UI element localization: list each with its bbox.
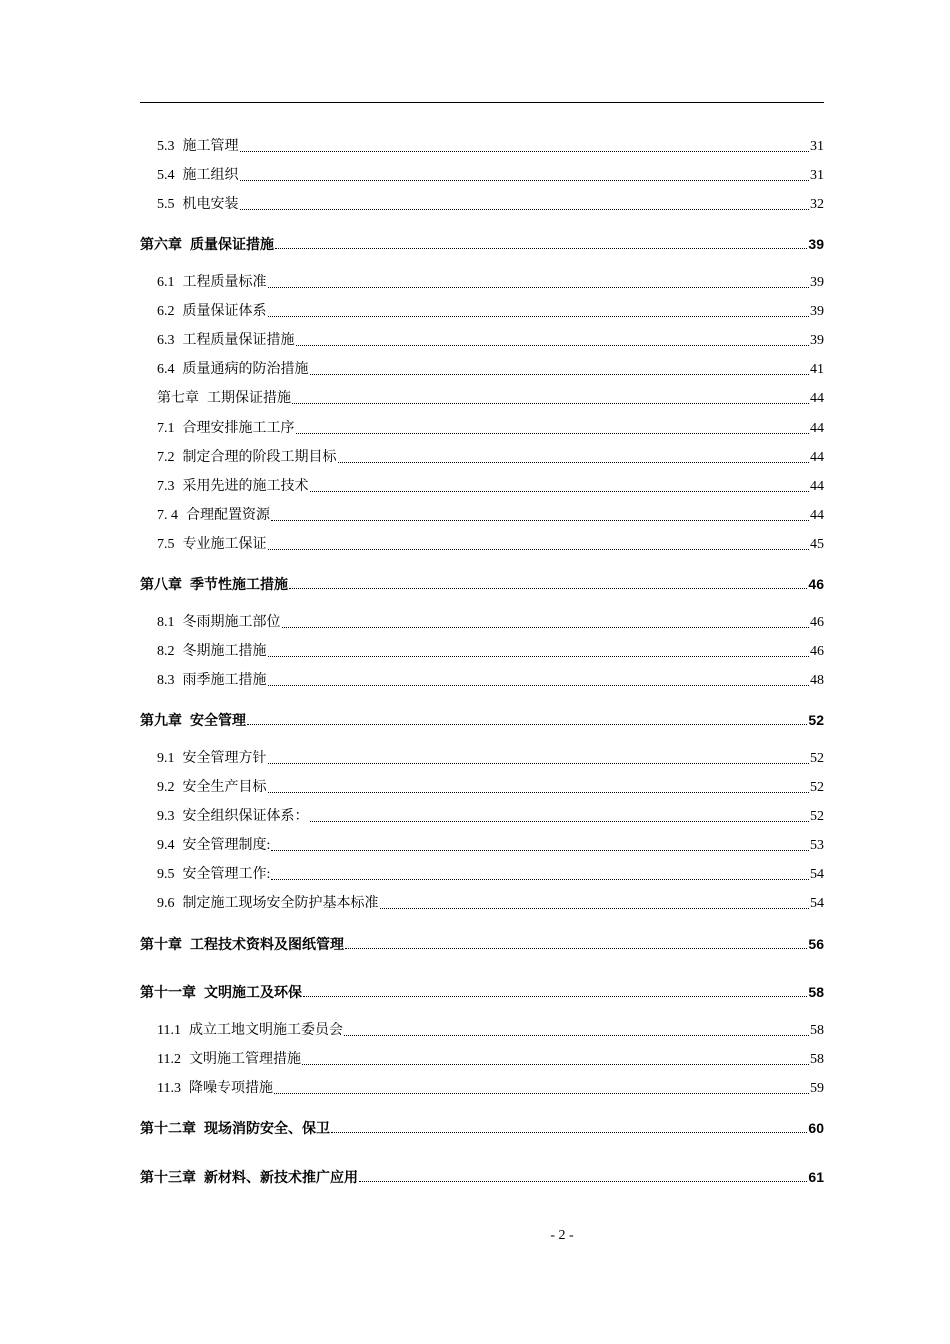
toc-section-entry[interactable] <box>157 476 824 496</box>
toc-dot-leader <box>268 316 810 317</box>
toc-section-entry[interactable] <box>157 447 824 467</box>
toc-entry-page-number: 58 <box>808 984 824 1000</box>
toc-entry-title: 施工管理 <box>182 139 239 154</box>
toc-entry-number: 第十三章 <box>140 1169 196 1185</box>
toc-entry-title: 安全管理 <box>190 712 246 728</box>
toc-section-entry[interactable] <box>157 194 824 214</box>
toc-entry-number: 第十章 <box>140 936 182 952</box>
toc-entry-title: 工期保证措施 <box>207 391 291 406</box>
toc-entry-number: 9.1 <box>157 751 175 766</box>
toc-entry-number: 第十一章 <box>140 984 196 1000</box>
toc-entry-page-number: 44 <box>810 391 824 406</box>
toc-entry-page-number: 54 <box>810 896 824 911</box>
toc-entry-title: 文明施工及环保 <box>204 984 302 1000</box>
toc-dot-leader <box>302 1064 809 1065</box>
toc-entry-title: 制定合理的阶段工期目标 <box>182 450 337 465</box>
toc-chapter-entry[interactable] <box>140 1166 824 1186</box>
toc-section-entry[interactable] <box>157 359 824 379</box>
toc-entry-title: 冬期施工措施 <box>182 644 267 659</box>
toc-dot-leader <box>274 1093 809 1094</box>
toc-entry-page-number: 61 <box>808 1169 824 1185</box>
toc-entry-title: 质量通病的防治措施 <box>182 362 309 377</box>
toc-section-entry[interactable] <box>157 1078 824 1098</box>
toc-entry-number: 8.2 <box>157 644 175 659</box>
toc-dot-leader <box>247 724 807 725</box>
toc-entry-number: 9.2 <box>157 780 175 795</box>
toc-entry-number: 7. 4 <box>157 508 178 523</box>
toc-entry-page-number: 59 <box>810 1081 824 1096</box>
toc-entry-title: 雨季施工措施 <box>182 673 267 688</box>
toc-entry-number: 第九章 <box>140 712 182 728</box>
toc-entry-number: 第六章 <box>140 236 182 252</box>
toc-entry-number: 9.5 <box>157 867 175 882</box>
toc-entry-number: 7.1 <box>157 421 175 436</box>
toc-dot-leader <box>240 151 810 152</box>
toc-entry-page-number: 39 <box>808 236 824 252</box>
toc-entry-page-number: 52 <box>808 712 824 728</box>
toc-entry-number: 6.1 <box>157 275 175 290</box>
toc-entry-title: 文明施工管理措施 <box>188 1052 301 1067</box>
toc-dot-leader <box>310 821 810 822</box>
toc-section-entry[interactable] <box>157 505 824 525</box>
toc-entry-number: 6.4 <box>157 362 175 377</box>
header-rule <box>140 102 824 103</box>
toc-entry-number: 9.4 <box>157 838 175 853</box>
toc-dot-leader <box>344 1035 809 1036</box>
toc-entry-title: 现场消防安全、保卫 <box>204 1120 330 1136</box>
toc-entry-title: 制定施工现场安全防护基本标准 <box>182 896 379 911</box>
toc-entry-title: 成立工地文明施工委员会 <box>188 1023 343 1038</box>
toc-dot-leader <box>380 908 810 909</box>
toc-section-entry[interactable] <box>157 670 824 690</box>
toc-dot-leader <box>282 627 810 628</box>
toc-entry-title: 安全管理制度: <box>182 838 271 853</box>
toc-entry-title: 安全组织保证体系： <box>182 809 309 824</box>
toc-dot-leader <box>268 287 810 288</box>
toc-section-entry[interactable] <box>157 835 824 855</box>
toc-entry-title: 安全生产目标 <box>182 780 267 795</box>
toc-entry-page-number: 39 <box>810 304 824 319</box>
toc-entry-page-number: 44 <box>810 508 824 523</box>
toc-entry-title: 质量保证体系 <box>182 304 267 319</box>
toc-entry-page-number: 46 <box>810 644 824 659</box>
toc-entry-number: 第七章 <box>157 391 199 406</box>
toc-dot-leader <box>359 1181 807 1182</box>
toc-chapter-entry[interactable] <box>140 573 824 593</box>
toc-entry-title: 工程质量标准 <box>182 275 267 290</box>
toc-entry-number: 7.2 <box>157 450 175 465</box>
toc-entry-number: 11.1 <box>157 1023 181 1038</box>
toc-dot-leader <box>271 850 809 851</box>
toc-entry-page-number: 39 <box>810 333 824 348</box>
toc-entry-number: 5.5 <box>157 197 175 212</box>
toc-entry-number: 第八章 <box>140 576 182 592</box>
toc-entry-number: 7.5 <box>157 537 175 552</box>
toc-entry-title: 新材料、新技术推广应用 <box>204 1169 358 1185</box>
toc-section-entry[interactable] <box>157 330 824 350</box>
toc-entry-title: 工程质量保证措施 <box>182 333 295 348</box>
toc-dot-leader <box>296 433 810 434</box>
toc-entry-title: 采用先进的施工技术 <box>182 479 309 494</box>
toc-section-entry[interactable] <box>157 388 824 408</box>
toc-chapter-entry[interactable] <box>140 981 824 1001</box>
toc-entry-number: 6.3 <box>157 333 175 348</box>
toc-section-entry[interactable] <box>157 864 824 884</box>
toc-chapter-entry[interactable] <box>140 709 824 729</box>
page-number: - 2 - <box>550 1228 574 1243</box>
toc-dot-leader <box>310 491 810 492</box>
toc-entry-page-number: 45 <box>810 537 824 552</box>
toc-entry-page-number: 44 <box>810 479 824 494</box>
toc-entry-number: 11.3 <box>157 1081 181 1096</box>
toc-entry-page-number: 41 <box>810 362 824 377</box>
toc-dot-leader <box>331 1132 807 1133</box>
toc-section-entry[interactable] <box>157 777 824 797</box>
toc-section-entry[interactable] <box>157 612 824 632</box>
toc-dot-leader <box>345 948 807 949</box>
toc-dot-leader <box>240 180 810 181</box>
toc-entry-page-number: 53 <box>810 838 824 853</box>
toc-dot-leader <box>268 685 810 686</box>
toc-entry-page-number: 52 <box>810 780 824 795</box>
toc-entry-page-number: 52 <box>810 809 824 824</box>
toc-section-entry[interactable] <box>157 534 824 554</box>
toc-entry-page-number: 60 <box>808 1120 824 1136</box>
toc-entry-title: 降噪专项措施 <box>188 1081 273 1096</box>
toc-dot-leader <box>289 588 807 589</box>
toc-dot-leader <box>271 879 809 880</box>
toc-entry-number: 5.4 <box>157 168 175 183</box>
toc-entry-page-number: 31 <box>810 139 824 154</box>
toc-dot-leader <box>275 248 807 249</box>
toc-section-entry[interactable] <box>157 748 824 768</box>
toc-section-entry[interactable] <box>157 1049 824 1069</box>
toc-entry-number: 6.2 <box>157 304 175 319</box>
toc-entry-page-number: 31 <box>810 168 824 183</box>
toc-entry-title: 合理安排施工工序 <box>182 421 295 436</box>
toc-entry-title: 工程技术资料及图纸管理 <box>190 936 344 952</box>
toc-dot-leader <box>268 549 810 550</box>
toc-chapter-entry[interactable] <box>140 933 824 953</box>
toc-section-entry[interactable] <box>157 1020 824 1040</box>
toc-dot-leader <box>268 792 810 793</box>
toc-dot-leader <box>296 345 810 346</box>
toc-entry-page-number: 46 <box>808 576 824 592</box>
toc-entry-title: 专业施工保证 <box>182 537 267 552</box>
toc-entry-page-number: 58 <box>810 1023 824 1038</box>
toc-entry-page-number: 52 <box>810 751 824 766</box>
toc-entry-number: 第十二章 <box>140 1120 196 1136</box>
toc-entry-number: 5.3 <box>157 139 175 154</box>
toc-dot-leader <box>240 209 810 210</box>
toc-dot-leader <box>271 520 809 521</box>
toc-dot-leader <box>268 763 810 764</box>
toc-section-entry[interactable] <box>157 136 824 156</box>
toc-entry-title: 安全管理工作: <box>182 867 271 882</box>
toc-entry-number: 11.2 <box>157 1052 181 1067</box>
toc-section-entry[interactable] <box>157 418 824 438</box>
toc-entry-title: 安全管理方针 <box>182 751 267 766</box>
toc-entry-title: 合理配置资源 <box>186 508 270 523</box>
toc-entry-number: 7.3 <box>157 479 175 494</box>
toc-entry-page-number: 39 <box>810 275 824 290</box>
toc-entry-page-number: 56 <box>808 936 824 952</box>
toc-section-entry[interactable] <box>157 301 824 321</box>
toc-entry-title: 机电安装 <box>182 197 239 212</box>
toc-entry-page-number: 48 <box>810 673 824 688</box>
toc-entry-number: 9.6 <box>157 896 175 911</box>
toc-entry-number: 9.3 <box>157 809 175 824</box>
toc-entry-title: 季节性施工措施 <box>190 576 288 592</box>
toc-entry-page-number: 46 <box>810 615 824 630</box>
toc-chapter-entry[interactable] <box>140 1117 824 1137</box>
toc-entry-number: 8.1 <box>157 615 175 630</box>
toc-entry-title: 施工组织 <box>182 168 239 183</box>
toc-dot-leader <box>338 462 810 463</box>
toc-entry-page-number: 54 <box>810 867 824 882</box>
toc-entry-page-number: 58 <box>810 1052 824 1067</box>
toc-dot-leader <box>292 403 809 404</box>
toc-entry-number: 8.3 <box>157 673 175 688</box>
toc-section-entry[interactable] <box>157 165 824 185</box>
toc-chapter-entry[interactable] <box>140 233 824 253</box>
toc-section-entry[interactable] <box>157 806 824 826</box>
toc-entry-page-number: 44 <box>810 421 824 436</box>
toc-section-entry[interactable] <box>157 272 824 292</box>
toc-entry-title: 冬雨期施工部位 <box>182 615 281 630</box>
toc-dot-leader <box>310 374 810 375</box>
toc-section-entry[interactable] <box>157 641 824 661</box>
toc-entry-title: 质量保证措施 <box>190 236 274 252</box>
toc-section-entry[interactable] <box>157 893 824 913</box>
toc-entry-page-number: 32 <box>810 197 824 212</box>
toc-dot-leader <box>268 656 810 657</box>
toc-entry-page-number: 44 <box>810 450 824 465</box>
toc-dot-leader <box>303 996 807 997</box>
